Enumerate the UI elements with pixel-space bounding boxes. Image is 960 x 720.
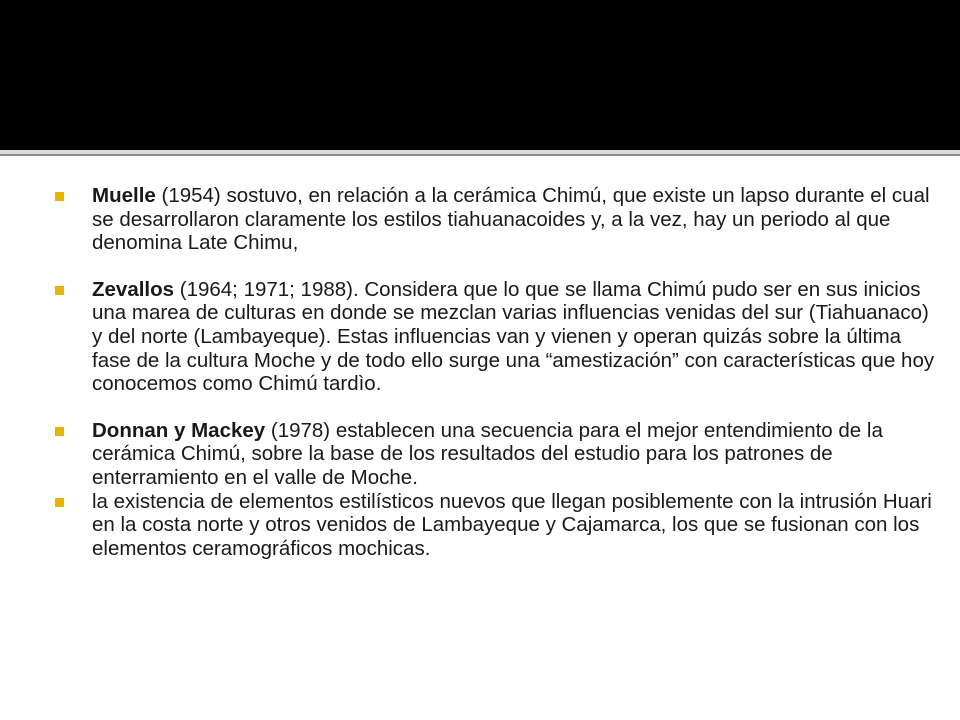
bullet-text — [92, 419, 940, 490]
bullet-lead: Muelle — [92, 184, 156, 207]
bullet-body: (1954) sostuvo, en relación a la cerámica Chimú, que existe un lapso durante el cual se desarrollaron claramente los estilos tiahuanacoides y, a la vez, hay un periodo al que denomina Late Chimu, — [92, 184, 930, 255]
square-bullet-icon — [55, 192, 64, 201]
bullet-item-huari — [55, 490, 940, 561]
bullet-lead: Donnan y Mackey — [92, 418, 266, 442]
square-bullet-icon — [55, 498, 64, 507]
title-band — [0, 0, 960, 150]
square-bullet-icon — [55, 286, 64, 295]
bullet-text — [92, 278, 940, 396]
bullet-body: (1978) establecen una secuencia para el mejor entendimiento de la cerámica Chimú, sobre la base de los resultados del estudio para los patrones de enterramiento en el valle de Moche. — [92, 418, 883, 489]
bullet-text — [92, 490, 940, 561]
bullet-list — [55, 184, 940, 560]
bullet-item-donnan-mackey — [55, 419, 940, 490]
bullet-item-zevallos — [55, 278, 940, 396]
divider-dark — [0, 154, 960, 156]
bullet-item-muelle — [55, 184, 940, 255]
square-bullet-icon — [55, 427, 64, 436]
bullet-text — [92, 184, 940, 255]
bullet-body: la existencia de elementos estilísticos nuevos que llegan posiblemente con la intrusión Huari en la costa norte y otros venidos de Lambayeque y Cajamarca, los que se fusionan con los elementos ceramográficos mochicas. — [92, 489, 932, 560]
bullet-lead: Zevallos — [92, 277, 175, 301]
bullet-body: (1964; 1971; 1988). Considera que lo que se llama Chimú pudo ser en sus inicios una marea de culturas en donde se mezclan varias influencias venidas del sur (Tiahuanaco) y del norte (Lambayeque). Estas influencias van y vienen y operan quizás sobre la última fase de la cultura Moche y de todo ello surge una “amestización” con características que hoy conocemos como Chimú tardìo. — [92, 277, 935, 396]
